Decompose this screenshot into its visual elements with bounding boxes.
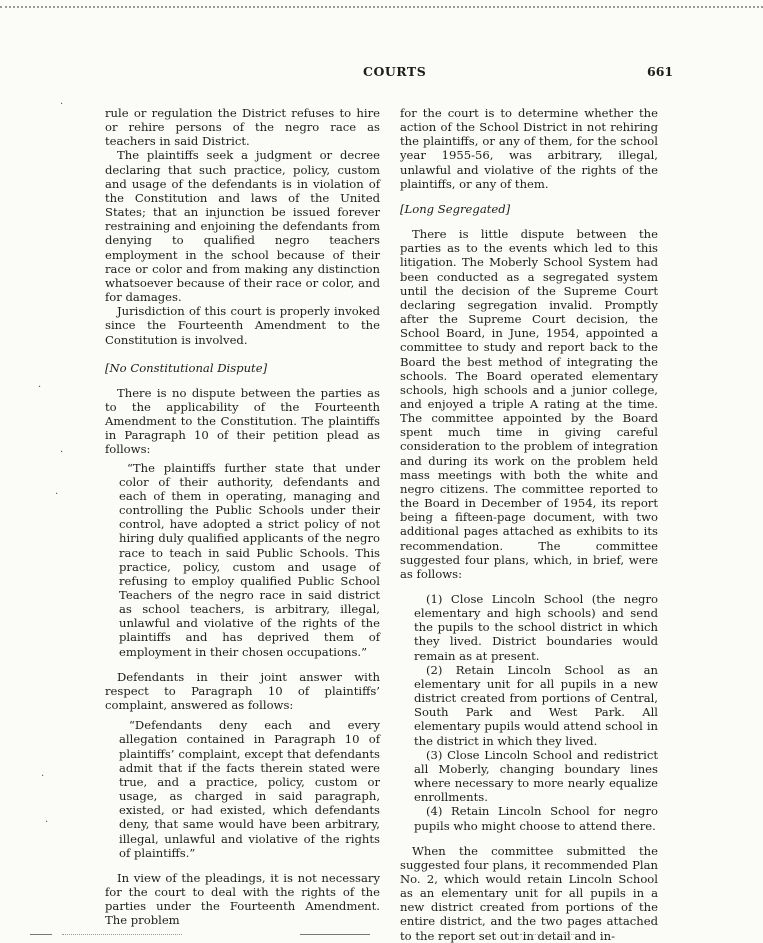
block-quote: “Defendants deny each and every allegation contained in Paragraph 10 of plaintiffs’ complaint, except that defendants admit that if the facts therein stated were true, and a practice, policy, custom or usage, as charged in said paragraph, existed, or had existed, which defendants deny, that same would have been arbitrary, illegal, unlawful and violative of the rights of plaintiffs.” [119, 718, 380, 860]
scan-speck: · [55, 489, 59, 500]
list-item: (2) Retain Lincoln School as an elementary unit for all pupils in a new district created from portions of Central, South Park and West Park. All elementary pupils would attend school in the district in which they lived. [414, 662, 658, 748]
scan-bottom-mark [300, 934, 370, 935]
page-number: 661 [647, 64, 674, 79]
scan-speck: · [60, 447, 64, 458]
paragraph: When the committee submitted the suggested four plans, it recommended Plan No. 2, which would retain Lincoln School as an elementary unit for all pupils in a new district created from portions of the entire district, and the two pages attached to the report set out in detail and in- [400, 843, 658, 943]
section-subheading: [Long Segregated] [400, 201, 511, 216]
page-header [0, 64, 763, 84]
running-head: COURTS [363, 64, 427, 79]
scan-bottom-mark [30, 934, 52, 935]
paragraph: rule or regulation the District refuses to hire or rehire persons of the negro race as teachers in said District. [105, 106, 380, 149]
left-column [105, 106, 380, 927]
list-item: (1) Close Lincoln School (the negro elementary and high schools) and send the pupils to the school district in which they lived. District boundaries would remain as at present. [414, 592, 658, 663]
scan-speck: · [60, 99, 64, 110]
scan-top-border [0, 6, 763, 8]
section-subheading: [No Constitutional Dispute] [105, 360, 268, 375]
scan-speck: · [41, 771, 45, 782]
scan-bottom-mark [62, 934, 182, 935]
paragraph: for the court is to determine whether the action of the School District in not rehiring the plaintiffs, or any of them, for the school year 1955-56, was arbitrary, illegal, unlawful and violative of the rights of the plaintiffs, or any of them. [400, 106, 658, 191]
paragraph: Jurisdiction of this court is properly invoked since the Fourteenth Amendment to the Constitution is involved. [105, 304, 380, 347]
scan-speck: · [38, 382, 42, 393]
list-item: (4) Retain Lincoln School for negro pupils who might choose to attend there. [414, 804, 658, 833]
paragraph: In view of the pleadings, it is not necessary for the court to deal with the rights of the parties under the Fourteenth Amendment. The problem [105, 870, 380, 928]
list-item: (3) Close Lincoln School and redistrict all Moberly, changing boundary lines where necessary to more nearly equalize enrollments. [414, 747, 658, 805]
paragraph: Defendants in their joint answer with respect to Paragraph 10 of plaintiffs’ complaint, answered as follows: [105, 669, 380, 713]
scan-speck: · [45, 817, 49, 828]
paragraph: There is no dispute between the parties as to the applicability of the Fourteenth Amendment to the Constitution. The plaintiffs in Paragraph 10 of their petition plead as follows: [105, 385, 380, 457]
block-quote: “The plaintiffs further state that under color of their authority, defendants and each of them in operating, managing and controlling the Public Schools under their control, have adopted a strict policy of not hiring duly qualified applicants of the negro race to teach in said Public Schools. This practice, policy, custom and usage of refusing to employ qualified Public School Teachers of the negro race in said district as school teachers, is arbitrary, illegal, unlawful and violative of the rights of the plaintiffs and has deprived them of employment in their chosen occupations.” [119, 460, 380, 659]
paragraph: There is little dispute between the parties as to the events which led to this litigation. The Moberly School System had been conducted as a segregated system until the decision of the Supreme Court declaring segregation invalid. Promptly after the Supreme Court decision, the School Board, in June, 1954, appointed a committee to study and report back to the Board the best method of integrating the schools. The Board operated elementary schools, high schools and a junior college, and enjoyed a triple A rating at the time. The committee appointed by the Board spent much time in giving careful consideration to the problem of integration and during its work on the problem held mass meetings with both the white and negro citizens. The committee reported to the Board in December of 1954, its report being a fifteen-page document, with two additional pages attached as exhibits to its recommendation. The committee suggested four plans, which, in brief, were as follows: [400, 227, 658, 581]
right-column [400, 106, 658, 943]
paragraph: The plaintiffs seek a judgment or decree declaring that such practice, policy, custom and usage of the defendants is in violation of the Constitution and laws of the United States; that an injunction be issued forever restraining and enjoining the defendants from denying to qualified negro teachers employment in the school because of their race or color and from making any distinction whatsoever because of their race or color, and for damages. [105, 148, 380, 305]
scan-bottom-mark [520, 934, 580, 935]
